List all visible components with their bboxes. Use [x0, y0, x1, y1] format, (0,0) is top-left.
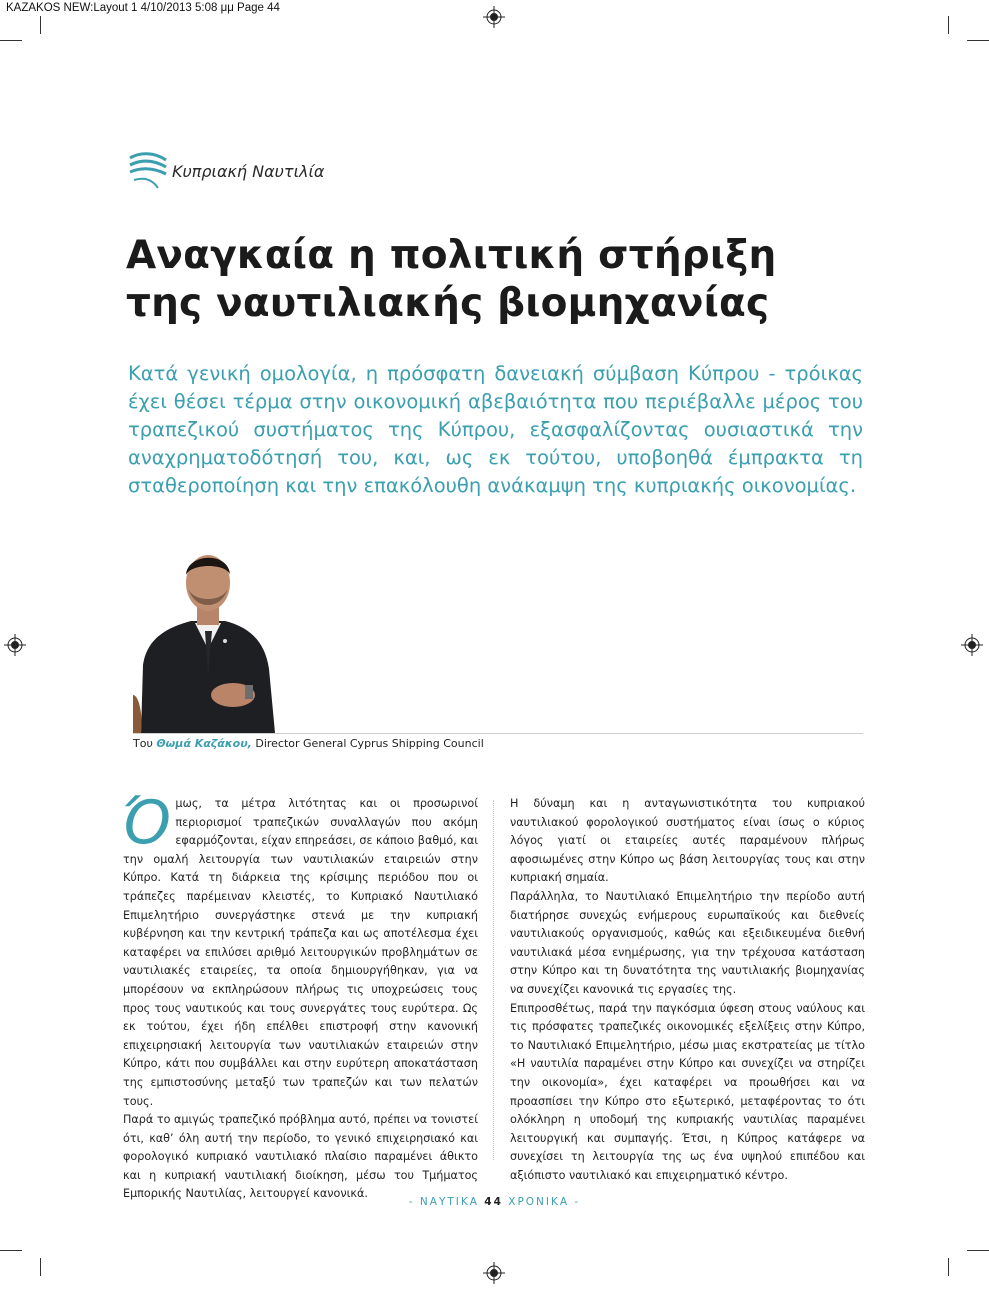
body-column-right [510, 795, 865, 1185]
registration-mark-right-icon [961, 634, 983, 656]
crop-mark-bottom-left-h [0, 1250, 22, 1251]
print-slug: KAZAKOS NEW:Layout 1 4/10/2013 5:08 μμ Page 44 [6, 2, 280, 14]
body-paragraph: Παράλληλα, το Ναυτιλιακό Επιμελητήριο την περίοδο αυτή διατήρησε συνεχώς ενήμερους ευρωπαϊκούς και διεθνείς ναυτιλιακούς οργανισμούς, καθώς και εξειδικευμένα διεθνή ναυτιλιακά μέσα ενημέρωσης, για την τρέχουσα κατάσταση στην Κύπρο και τη δυνατότητα της ναυτιλιακής βιομηχανίας να συνεχίζει κανονικά τις εργασίες της. [510, 889, 865, 996]
drop-cap: Ό [121, 788, 172, 858]
body-paragraph: Παρά το αμιγώς τραπεζικό πρόβλημα αυτό, πρέπει να τονιστεί ότι, καθ’ όλη αυτή την περίοδο, το γενικό επιχειρησιακό και φορολογικό κυπριακό ναυτιλιακό πλαίσιο παραμένει άθικτο και η κυπριακή ναυτιλιακή διοίκηση, μέσω του Τμήματος Εμπορικής Ναυτιλίας, λειτουργεί κανονικά. [123, 1113, 478, 1201]
article-headline [126, 232, 846, 328]
column-divider [493, 800, 494, 1160]
registration-mark-bottom-icon [483, 1262, 505, 1284]
headline-line-2: της ναυτιλιακής βιομηχανίας [126, 281, 770, 326]
byline-rule [133, 733, 863, 734]
crop-mark-top-left-v [40, 16, 41, 34]
waves-icon [128, 150, 168, 192]
body-paragraph: μως, τα μέτρα λιτότητας και οι προσωρινοί περιορισμοί τραπεζικών συναλλαγών που ακόμη εφαρμόζονται, είχαν επηρεάσει, σε κάποιο βαθμό, και την ομαλή λειτουργία των ναυτιλιακών εταιρειών στην Κύπρο. Κατά τη διάρκεια της κρίσιμης περιόδου που οι τράπεζες παρέμειναν κλειστές, το Κυπριακό Ναυτιλιακό Επιμελητήριο συνεργάστηκε στενά με την κυπριακή κυβέρνηση και την κεντρική τράπεζα και ως αποτέλεσμα έχει καταφέρει να επιλύσει αριθμό λειτουργικών προβλημάτων σε ναυτιλιακές εταιρείες, τα οποία δημιουργήθηκαν, για να μπορέσουν να εκπληρώσουν πλήρως τις υποχρεώσεις τους προς τους ναυτικούς και τους συνεργάτες τους ευρύτερα. Ως εκ τούτου, έχει ήδη επέλθει επιστροφή στην κανονική επιχειρησιακή λειτουργία των ναυτιλιακών εταιρειών στην Κύπρο, κάτι που συμβάλλει και στην ευρύτερη αποκατάσταση της εμπιστοσύνης μεταξύ των τραπεζών και των πελατών τους. [123, 797, 478, 1108]
page-number: 44 [484, 1196, 503, 1208]
byline [133, 737, 484, 750]
byline-title: Director General Cyprus Shipping Council [255, 737, 484, 750]
section-header [128, 150, 324, 192]
page-footer [0, 1196, 989, 1208]
crop-mark-bottom-right-h [967, 1250, 989, 1251]
crop-mark-top-left-h [0, 40, 22, 41]
registration-mark-left-icon [4, 634, 26, 656]
crop-mark-top-right-v [948, 16, 949, 34]
byline-author: Θωμά Καζάκου, [156, 737, 252, 750]
footer-magazine-left: - ΝΑΥΤΙΚΑ [408, 1196, 479, 1208]
body-paragraph: Επιπροσθέτως, παρά την παγκόσμια ύφεση στους ναύλους και τις πρόσφατες τραπεζικές οικονομικές εξελίξεις στην Κύπρο, το Ναυτιλιακό Επιμελητήριο, μέσω μιας εκστρατείας με τίτλο «Η ναυτιλία παραμένει στην Κύπρο και συνεχίζει να στηρίζει την οικονομία», έχει καταφέρει να προωθήσει και να προασπίσει την Κύπρο στο εξωτερικό, μεταφέροντας το ότι ολόκληρη η υποδομή της κυπριακής ναυτιλίας παραμένει λειτουργική και συμπαγής. Έτσι, η Κύπρος κατάφερε να συνεχίσει τη λειτουργία της ως ένα υψηλού επιπέδου και αξιόπιστο ναυτιλιακό και επιχειρηματικό κέντρο. [510, 1001, 865, 1182]
body-column-left [121, 788, 478, 1204]
crop-mark-top-right-h [967, 40, 989, 41]
footer-magazine-right: ΧΡΟΝΙΚΑ - [508, 1196, 581, 1208]
crop-mark-bottom-right-v [948, 1258, 949, 1276]
crop-mark-bottom-left-v [40, 1258, 41, 1276]
byline-prefix: Του [133, 737, 153, 750]
body-paragraph: Η δύναμη και η ανταγωνιστικότητα του κυπριακού ναυτιλιακού φορολογικού συστήματος είναι ίσως ο κύριος λόγος γιατί οι εταιρείες αυτές παραμένουν πλήρως αφοσιωμένες στην Κύπρο ως βάση λειτουργίας τους και στην κυπριακή σημαία. [510, 797, 865, 885]
headline-line-1: Αναγκαία η πολιτική στήριξη [126, 233, 777, 278]
portrait-photo [133, 545, 283, 733]
section-label: Κυπριακή Ναυτιλία [172, 161, 325, 181]
lead-paragraph: Κατά γενική ομολογία, η πρόσφατη δανειακή σύμβαση Κύπρου - τρόικας έχει θέσει τέρμα στην οικονομική αβεβαιότητα που περιέβαλλε μέρος του τραπεζικού συστήματος της Κύπρου, εξασφαλίζοντας ουσιαστικά την αναχρηματοδότησή του, και, ως εκ τούτου, υποβοηθά έμπρακτα τη σταθεροποίηση και την επακόλουθη ανάκαμψη της κυπριακής οικονομίας. [128, 362, 863, 497]
registration-mark-top-icon [483, 6, 505, 28]
